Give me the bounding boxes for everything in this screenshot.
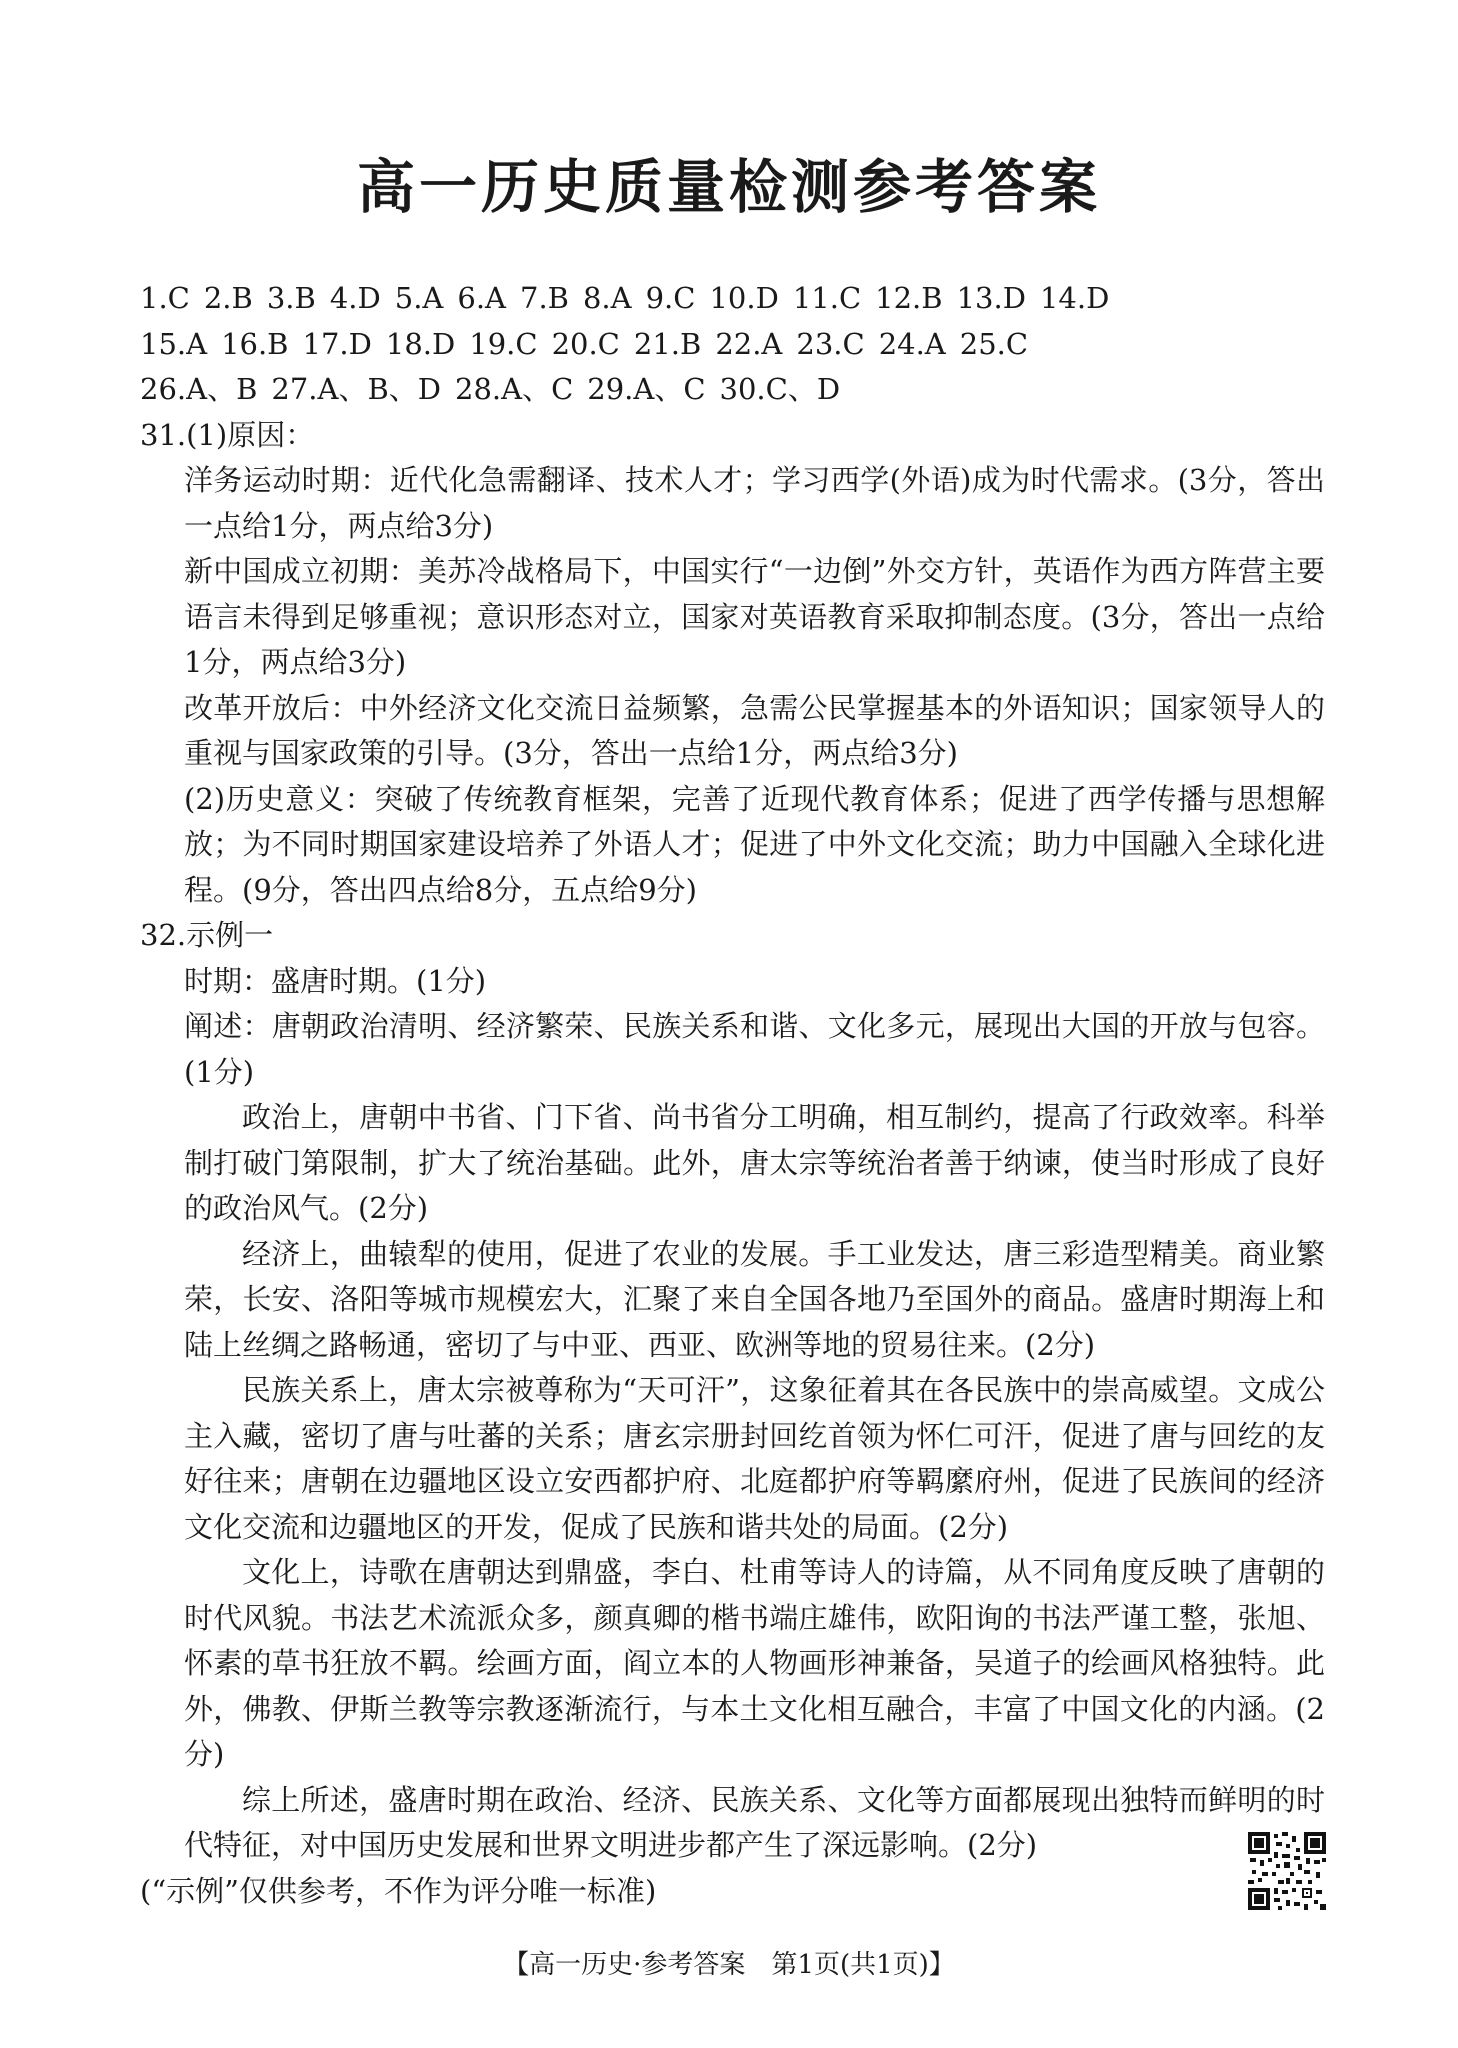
- q32-period: 时期：盛唐时期。(1分): [184, 963, 487, 998]
- answer-content: [140, 276, 1325, 1914]
- choice-answer: 22.A: [715, 326, 783, 361]
- choice-answer: 4.D: [329, 281, 381, 315]
- choice-answer: 28.A、C: [455, 372, 574, 406]
- choice-answer: 14.D: [1039, 281, 1110, 315]
- choice-answer: 21.B: [633, 326, 702, 361]
- choice-answer: 9.C: [645, 281, 696, 315]
- choice-answer: 26.A、B: [140, 372, 258, 406]
- choice-answer: 12.B: [875, 281, 943, 315]
- q32-culture-paragraph: 文化上，诗歌在唐朝达到鼎盛，李白、杜甫等诗人的诗篇，从不同角度反映了唐朝的时代风貌。书法艺术流派众多，颜真卿的楷书端庄雄伟，欧阳询的书法严谨工整，张旭、怀素的草书狂放不羁。绘画方面，阎立本的人物画形神兼备，吴道子的绘画风格独特。此外，佛教、伊斯兰教等宗教逐渐流行，与本土文化相互融合，丰富了中国文化的内涵。(2分): [184, 1555, 1325, 1771]
- q32-summary-paragraph: 综上所述，盛唐时期在政治、经济、民族关系、文化等方面都展现出独特而鲜明的时代特征，对中国历史发展和世界文明进步都产生了深远影响。(2分): [184, 1782, 1325, 1862]
- page-title: 高一历史质量检测参考答案: [356, 153, 1101, 221]
- choice-answer: 5.A: [394, 281, 444, 315]
- choice-answer: 30.C、D: [719, 372, 841, 406]
- choice-answer: 3.B: [266, 281, 316, 315]
- choice-answer: 27.A、B、D: [271, 372, 441, 406]
- q32-ethnic-paragraph: 民族关系上，唐太宗被尊称为“天可汗”，这象征着其在各民族中的崇高威望。文成公主入藏，密切了唐与吐蕃的关系；唐玄宗册封回纥首领为怀仁可汗，促进了唐与回纥的友好往来；唐朝在边疆地区设立安西都护府、北庭都护府等羁縻府州，促进了民族间的经济文化交流和边疆地区的开发，促成了民族和谐共处的局面。(2分): [184, 1373, 1325, 1544]
- choice-answer: 11.C: [792, 281, 862, 315]
- question-32-heading: 32.示例一: [140, 918, 274, 952]
- choice-answer: 19.C: [469, 326, 538, 361]
- choice-answer: 1.C: [140, 281, 190, 315]
- choice-answers-row-2: [140, 322, 1325, 368]
- q32-economy-paragraph: 经济上，曲辕犁的使用，促进了农业的发展。手工业发达，唐三彩造型精美。商业繁荣，长安、洛阳等城市规模宏大，汇聚了来自全国各地乃至国外的商品。盛唐时期海上和陆上丝绸之路畅通，密切了与中亚、西亚、欧洲等地的贸易往来。(2分): [184, 1236, 1325, 1362]
- choice-answer: 25.C: [959, 326, 1029, 361]
- q31-significance-paragraph: (2)历史意义：突破了传统教育框架，完善了近现代教育体系；促进了西学传播与思想解放；为不同时期国家建设培养了外语人才；促进了中外文化交流；助力中国融入全球化进程。(9分，答出四点给8分，五点给9分): [184, 781, 1325, 907]
- choice-answer: 29.A、C: [587, 372, 706, 406]
- q32-politics-paragraph: 政治上，唐朝中书省、门下省、尚书省分工明确，相互制约，提高了行政效率。科举制打破门第限制，扩大了统治基础。此外，唐太宗等统治者善于纳谏，使当时形成了良好的政治风气。(2分): [184, 1100, 1325, 1225]
- choice-answer: 23.C: [796, 326, 865, 361]
- choice-answers-row-3: [140, 367, 1325, 413]
- choice-answers-row-1: [140, 276, 1325, 322]
- choice-answer: 10.D: [709, 281, 779, 315]
- choice-answer: 8.A: [582, 281, 632, 315]
- choice-answer: 18.D: [385, 326, 456, 361]
- q32-statement: 阐述：唐朝政治清明、经济繁荣、民族关系和谐、文化多元，展现出大国的开放与包容。(1分): [184, 1009, 1325, 1089]
- page-footer: 【高一历史·参考答案 第1页(共1页)】: [503, 1950, 955, 1980]
- qr-code-icon[interactable]: [1246, 1830, 1328, 1912]
- q31-newchina-paragraph: 新中国成立初期：美苏冷战格局下，中国实行“一边倒”外交方针，英语作为西方阵营主要语言未得到足够重视；意识形态对立，国家对英语教育采取抑制态度。(3分，答出一点给1分，两点给3分): [184, 554, 1325, 679]
- choice-answer: 15.A: [140, 326, 208, 361]
- choice-answer: 20.C: [551, 326, 620, 361]
- q31-yangwu-paragraph: 洋务运动时期：近代化急需翻译、技术人才；学习西学(外语)成为时代需求。(3分，答出一点给1分，两点给3分): [184, 463, 1325, 543]
- question-31-heading: 31.(1)原因：: [140, 417, 315, 452]
- choice-answer: 16.B: [221, 326, 289, 361]
- choice-answer: 7.B: [520, 281, 569, 315]
- choice-answer: 24.A: [878, 326, 946, 361]
- choice-answer: 17.D: [302, 326, 372, 361]
- choice-answer: 6.A: [457, 281, 506, 315]
- choice-answer: 13.D: [956, 281, 1026, 315]
- q31-reform-paragraph: 改革开放后：中外经济文化交流日益频繁，急需公民掌握基本的外语知识；国家领导人的重视与国家政策的引导。(3分，答出一点给1分，两点给3分): [184, 690, 1325, 770]
- q32-note: (“示例”仅供参考，不作为评分唯一标准): [140, 1873, 657, 1908]
- choice-answer: 2.B: [203, 281, 253, 315]
